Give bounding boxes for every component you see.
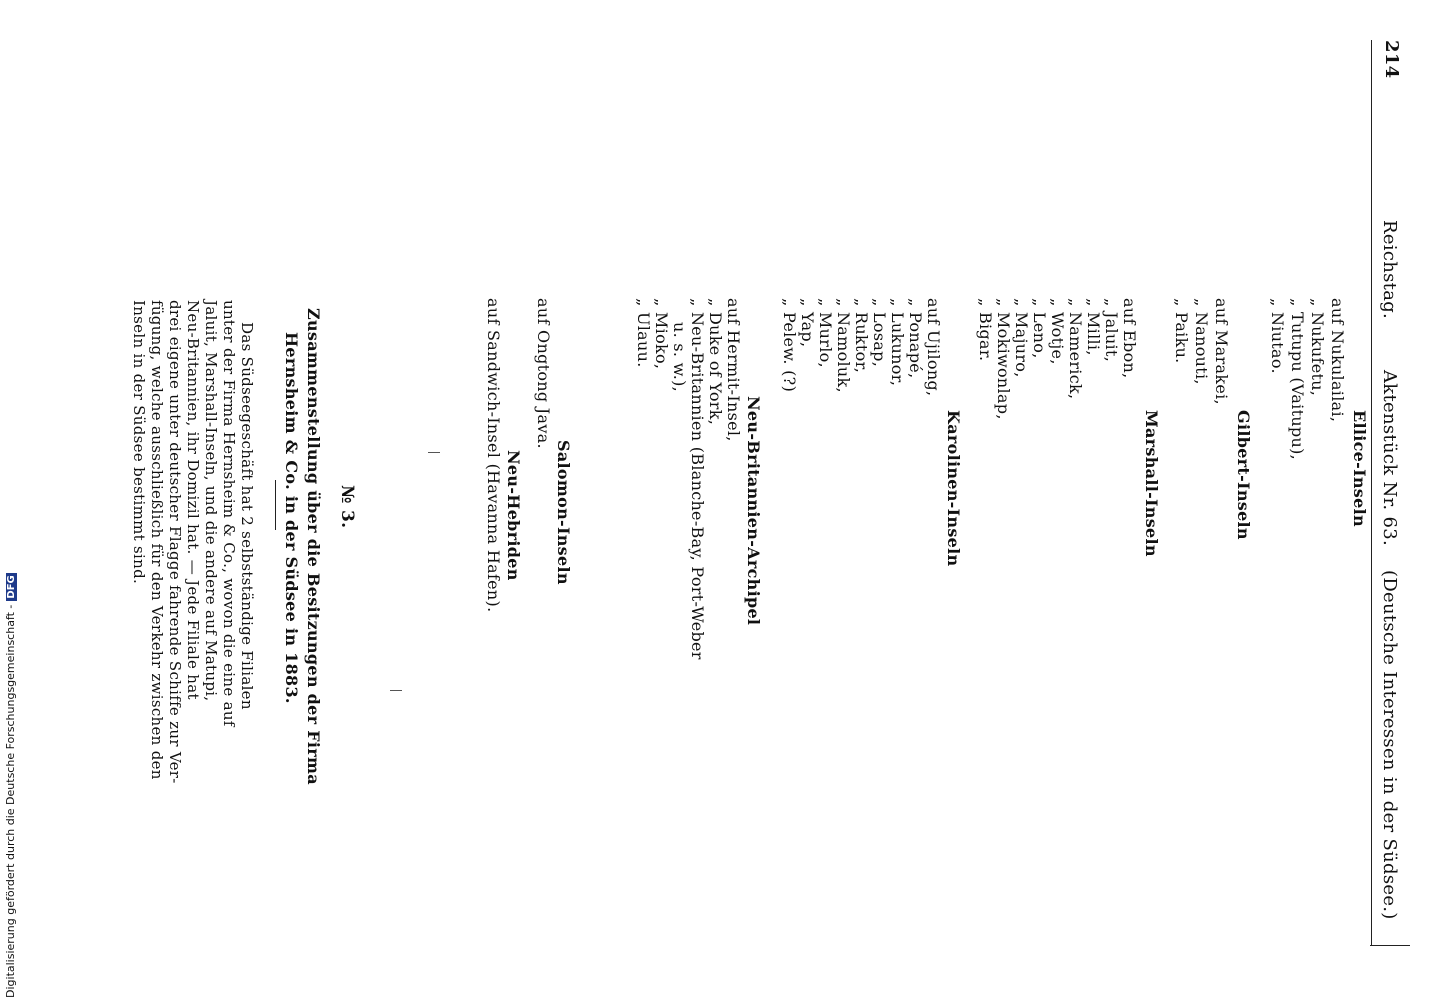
list-item: auf Hermit-Insel, (724, 298, 743, 442)
list-item: „ Neu-Britannien (Blanche-Bay, Port-Weber (688, 298, 707, 660)
body-line: Neu-Britannien, ihr Domizil hat. — Jede Filiale hat (184, 300, 202, 700)
list-item: „ Namoluk, (834, 298, 853, 393)
heading-gilbert: Gilbert-Inseln (1234, 410, 1253, 540)
list-item: „ Wotje, (1048, 298, 1067, 365)
heading-salomon: Salomon-Inseln (554, 440, 573, 585)
scan-mark (390, 690, 402, 691)
list-item: auf Ongtong Java. (534, 298, 553, 449)
body-line: unter der Firma Hernsheim & Co., wovon die eine auf (220, 300, 238, 727)
list-item: „ Ruktor, (852, 298, 871, 374)
section-title-line2: Hernsheim & Co. in der Südsee in 1883. (282, 332, 301, 704)
section-title-line1: Zusammenstellung über die Besitzungen der Firma (304, 308, 323, 785)
header-rule (1371, 40, 1372, 945)
page-number: 214 (1381, 40, 1402, 79)
body-line: Jaluit, Marshall-Inseln, und die andere auf Matupi, (202, 300, 220, 702)
list-item: „ Leno, (1030, 298, 1049, 359)
heading-ellice: Ellice-Inseln (1350, 410, 1369, 527)
header-reichstag: Reichstag. (1379, 220, 1400, 320)
list-item: „ Ponapé, (906, 298, 925, 379)
body-line: drei eigene unter deutscher Flagge fahrende Schiffe zur Ver- (166, 300, 184, 784)
body-line: fügung, welche ausschließlich für den Verkehr zwischen den (148, 300, 166, 780)
heading-marshall: Marshall-Inseln (1142, 410, 1161, 557)
list-item: „ Namerick, (1066, 298, 1085, 400)
list-item: „ Lukunor, (888, 298, 907, 387)
heading-karolinen: Karolinen-Inseln (944, 410, 963, 567)
list-item: „ Jaluit, (1102, 298, 1121, 363)
list-item: „ Duke of York, (706, 298, 725, 426)
list-item: „ Majuro, (1012, 298, 1031, 378)
list-item: auf Ujilong, (924, 298, 943, 397)
list-item: auf Sandwich-Insel (Havanna Hafen). (484, 298, 503, 613)
rotated-document-page (80, 40, 1400, 1000)
list-item: u. s. w.), (670, 322, 689, 393)
list-item: „ Murlo, (816, 298, 835, 368)
list-item: auf Marakei, (1212, 298, 1231, 405)
list-item: „ Mokiwonlap, (994, 298, 1013, 420)
heading-neu-britannien: Neu-Britannien-Archipel (744, 396, 763, 626)
header-rule-end (1370, 945, 1410, 946)
header-title: (Deutsche Interessen in der Südsee.) (1379, 570, 1400, 920)
section-rule (275, 480, 276, 530)
list-item: auf Ebon, (1120, 298, 1139, 379)
list-item: „ Yap, (798, 298, 817, 348)
list-item: „ Ulauu. (634, 298, 653, 368)
header-aktenstueck: Aktenstück Nr. 63. (1379, 370, 1400, 547)
body-line: Das Südseegeschäft hat 2 selbstständige Filialen (238, 322, 256, 710)
list-item: auf Nukulailai, (1328, 298, 1347, 423)
section-number: № 3. (337, 485, 357, 529)
list-item: „ Niutao. (1268, 298, 1287, 374)
list-item: „ Pelew. (?) (780, 298, 799, 393)
dfg-logo: DFG (6, 575, 17, 599)
list-item: „ Nanouti, (1192, 298, 1211, 385)
list-item: „ Mioko, (652, 298, 671, 370)
credit-text: Digitalisierung gefördert durch die Deutsche Forschungsgemeinschaft - (4, 604, 17, 998)
heading-neu-hebriden: Neu-Hebriden (504, 450, 523, 581)
list-item: „ Losap, (870, 298, 889, 368)
list-item: „ Nukufetu, (1308, 298, 1327, 397)
list-item: „ Bigar. (976, 298, 995, 362)
list-item: „ Tutupu (Vaitupu), (1288, 298, 1307, 461)
scan-mark (428, 452, 440, 453)
digitization-credit (4, 573, 17, 998)
list-item: „ Milli, (1084, 298, 1103, 356)
body-line: Inseln in der Südsee bestimmt sind. (130, 300, 148, 585)
list-item: „ Paiku. (1172, 298, 1191, 364)
